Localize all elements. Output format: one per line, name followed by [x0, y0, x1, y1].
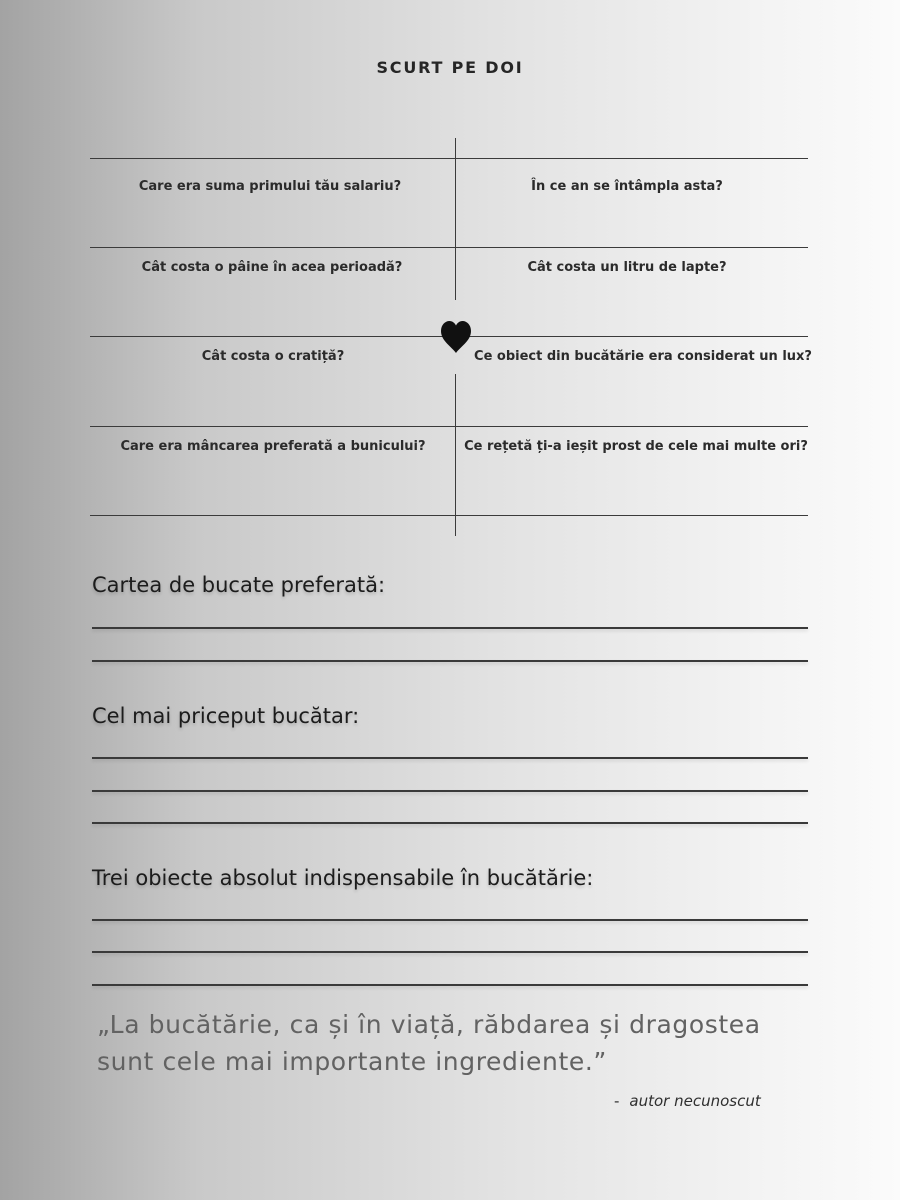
answer-line[interactable] [92, 757, 808, 759]
section-label-cook: Cel mai priceput bucătar: [92, 704, 360, 728]
section-label-cookbook: Cartea de bucate preferată: [92, 573, 386, 597]
question-cell: Ce obiect din bucătărie era considerat un lux? [474, 349, 812, 364]
answer-line[interactable] [92, 822, 808, 824]
answer-line[interactable] [92, 919, 808, 921]
grid-line [90, 426, 808, 427]
author-dash: - [614, 1092, 620, 1110]
grid-divider [455, 374, 456, 536]
question-cell: Cât costa o cratiță? [201, 349, 345, 364]
grid-line [90, 247, 808, 248]
grid-line [90, 158, 808, 159]
grid-divider [455, 138, 456, 300]
answer-line[interactable] [92, 790, 808, 792]
author-name: autor necunoscut [629, 1092, 761, 1110]
question-cell: Care era mâncarea preferată a bunicului? [120, 439, 426, 454]
answer-line[interactable] [92, 984, 808, 986]
section-label-objects: Trei obiecte absolut indispensabile în bucătărie: [92, 866, 594, 890]
question-cell: Cât costa o pâine în acea perioadă? [141, 260, 403, 275]
grid-line [90, 515, 808, 516]
answer-line[interactable] [92, 660, 808, 662]
heart-icon [440, 320, 472, 354]
quote-author [614, 1092, 761, 1110]
question-cell: Cât costa un litru de lapte? [527, 260, 727, 275]
page-title: SCURT PE DOI [376, 58, 524, 77]
answer-line[interactable] [92, 951, 808, 953]
question-cell: Ce rețetă ți-a ieșit prost de cele mai multe ori? [464, 439, 808, 454]
answer-line[interactable] [92, 627, 808, 629]
quote-text: „La bucătărie, ca și în viață, răbdarea și dragostea sunt cele mai importante ingrediente.” [97, 1010, 761, 1076]
question-cell: În ce an se întâmpla asta? [531, 179, 723, 194]
question-cell: Care era suma primului tău salariu? [138, 179, 402, 194]
